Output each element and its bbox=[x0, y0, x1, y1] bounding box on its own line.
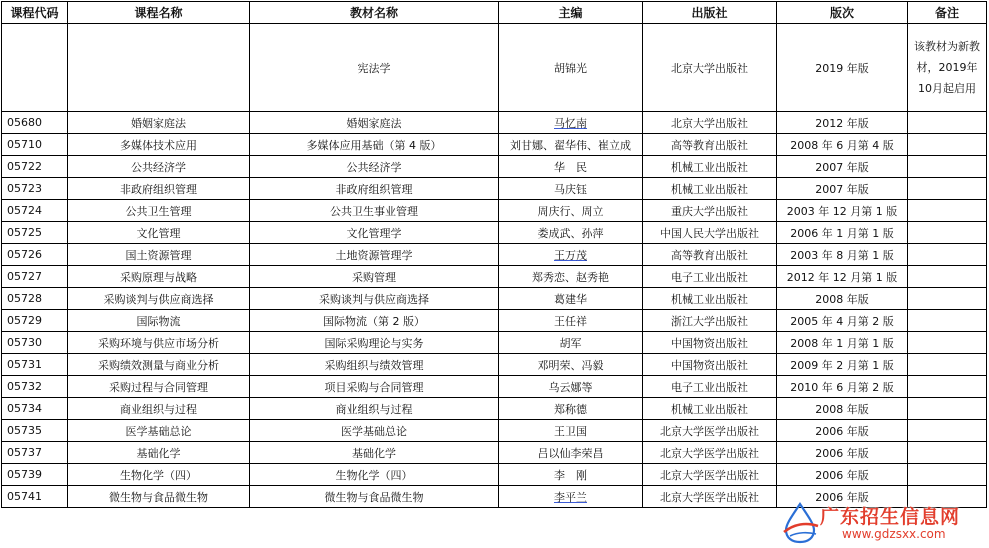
cell-edition: 2003 年 8 月第 1 版 bbox=[777, 244, 908, 266]
table-row bbox=[2, 310, 987, 332]
header-edition: 版次 bbox=[777, 2, 908, 24]
table-row bbox=[2, 112, 987, 134]
cell-textbook-name: 采购组织与绩效管理 bbox=[250, 354, 499, 376]
table-row bbox=[2, 222, 987, 244]
cell-textbook-name: 非政府组织管理 bbox=[250, 178, 499, 200]
cell-publisher: 北京大学出版社 bbox=[643, 24, 777, 112]
cell-textbook-name: 多媒体应用基础（第 4 版） bbox=[250, 134, 499, 156]
cell-editor: 刘甘娜、翟华伟、崔立成 bbox=[499, 134, 643, 156]
cell-publisher: 机械工业出版社 bbox=[643, 156, 777, 178]
cell-publisher: 高等教育出版社 bbox=[643, 244, 777, 266]
cell-remark bbox=[908, 112, 987, 134]
cell-remark: 该教材为新教材，2019年10月起启用 bbox=[908, 24, 987, 112]
cell-remark bbox=[908, 134, 987, 156]
cell-course-name: 公共卫生管理 bbox=[68, 200, 250, 222]
cell-remark bbox=[908, 200, 987, 222]
table-row bbox=[2, 420, 987, 442]
cell-course-code: 05726 bbox=[2, 244, 68, 266]
cell-edition: 2007 年版 bbox=[777, 156, 908, 178]
cell-edition: 2019 年版 bbox=[777, 24, 908, 112]
cell-publisher: 北京大学医学出版社 bbox=[643, 420, 777, 442]
cell-publisher: 北京大学医学出版社 bbox=[643, 464, 777, 486]
cell-course-name: 微生物与食品微生物 bbox=[68, 486, 250, 508]
header-editor: 主编 bbox=[499, 2, 643, 24]
table-row bbox=[2, 354, 987, 376]
cell-remark bbox=[908, 332, 987, 354]
cell-textbook-name: 商业组织与过程 bbox=[250, 398, 499, 420]
cell-editor: 邓明荣、冯毅 bbox=[499, 354, 643, 376]
cell-edition: 2008 年 6 月第 4 版 bbox=[777, 134, 908, 156]
cell-textbook-name: 微生物与食品微生物 bbox=[250, 486, 499, 508]
cell-remark bbox=[908, 156, 987, 178]
cell-editor bbox=[499, 486, 643, 508]
cell-course-code: 05735 bbox=[2, 420, 68, 442]
editor-name: 王万茂 bbox=[554, 248, 587, 262]
cell-textbook-name: 国际采购理论与实务 bbox=[250, 332, 499, 354]
cell-course-code: 05731 bbox=[2, 354, 68, 376]
cell-course-code bbox=[2, 24, 68, 112]
header-publisher: 出版社 bbox=[643, 2, 777, 24]
cell-editor: 娄成武、孙萍 bbox=[499, 222, 643, 244]
header-remark: 备注 bbox=[908, 2, 987, 24]
cell-course-name: 商业组织与过程 bbox=[68, 398, 250, 420]
cell-textbook-name: 医学基础总论 bbox=[250, 420, 499, 442]
header-textbook-name: 教材名称 bbox=[250, 2, 499, 24]
table-row bbox=[2, 398, 987, 420]
cell-edition: 2008 年版 bbox=[777, 398, 908, 420]
cell-textbook-name: 项目采购与合同管理 bbox=[250, 376, 499, 398]
cell-edition: 2006 年版 bbox=[777, 486, 908, 508]
cell-course-code: 05729 bbox=[2, 310, 68, 332]
cell-course-code: 05741 bbox=[2, 486, 68, 508]
cell-remark bbox=[908, 222, 987, 244]
cell-publisher: 浙江大学出版社 bbox=[643, 310, 777, 332]
cell-course-name: 采购绩效测量与商业分析 bbox=[68, 354, 250, 376]
cell-edition: 2008 年版 bbox=[777, 288, 908, 310]
cell-textbook-name: 基础化学 bbox=[250, 442, 499, 464]
cell-edition: 2007 年版 bbox=[777, 178, 908, 200]
cell-editor: 乌云娜等 bbox=[499, 376, 643, 398]
cell-course-code: 05724 bbox=[2, 200, 68, 222]
cell-remark bbox=[908, 376, 987, 398]
table-row bbox=[2, 178, 987, 200]
cell-course-code: 05737 bbox=[2, 442, 68, 464]
table-row bbox=[2, 156, 987, 178]
cell-remark bbox=[908, 266, 987, 288]
cell-editor: 周庆行、周立 bbox=[499, 200, 643, 222]
cell-editor: 葛建华 bbox=[499, 288, 643, 310]
table-row bbox=[2, 24, 987, 112]
table-row bbox=[2, 442, 987, 464]
cell-edition: 2006 年版 bbox=[777, 442, 908, 464]
cell-remark bbox=[908, 354, 987, 376]
cell-remark bbox=[908, 442, 987, 464]
cell-editor: 马庆钰 bbox=[499, 178, 643, 200]
cell-course-name: 采购环境与供应市场分析 bbox=[68, 332, 250, 354]
cell-edition: 2010 年 6 月第 2 版 bbox=[777, 376, 908, 398]
cell-edition: 2009 年 2 月第 1 版 bbox=[777, 354, 908, 376]
cell-course-name: 采购原理与战略 bbox=[68, 266, 250, 288]
cell-publisher: 机械工业出版社 bbox=[643, 178, 777, 200]
cell-textbook-name: 宪法学 bbox=[250, 24, 499, 112]
cell-course-name: 生物化学（四） bbox=[68, 464, 250, 486]
editor-name: 李平兰 bbox=[554, 490, 587, 504]
cell-edition: 2008 年 1 月第 1 版 bbox=[777, 332, 908, 354]
table-row bbox=[2, 266, 987, 288]
cell-course-name: 婚姻家庭法 bbox=[68, 112, 250, 134]
cell-textbook-name: 婚姻家庭法 bbox=[250, 112, 499, 134]
header-course-code: 课程代码 bbox=[2, 2, 68, 24]
cell-course-code: 05732 bbox=[2, 376, 68, 398]
cell-publisher: 中国物资出版社 bbox=[643, 332, 777, 354]
cell-textbook-name: 文化管理学 bbox=[250, 222, 499, 244]
watermark-url: www.gdzsxx.com bbox=[842, 527, 946, 541]
cell-remark bbox=[908, 420, 987, 442]
cell-course-name: 国际物流 bbox=[68, 310, 250, 332]
cell-edition: 2003 年 12 月第 1 版 bbox=[777, 200, 908, 222]
cell-textbook-name: 生物化学（四） bbox=[250, 464, 499, 486]
cell-publisher: 机械工业出版社 bbox=[643, 288, 777, 310]
watermark-title: 广东招生信息网 bbox=[820, 506, 961, 528]
cell-course-name: 基础化学 bbox=[68, 442, 250, 464]
cell-edition: 2012 年 12 月第 1 版 bbox=[777, 266, 908, 288]
cell-publisher: 北京大学出版社 bbox=[643, 112, 777, 134]
textbook-table bbox=[1, 1, 987, 508]
watermark bbox=[780, 500, 985, 546]
cell-editor bbox=[499, 244, 643, 266]
cell-edition: 2006 年 1 月第 1 版 bbox=[777, 222, 908, 244]
cell-course-code: 05730 bbox=[2, 332, 68, 354]
cell-textbook-name: 公共卫生事业管理 bbox=[250, 200, 499, 222]
cell-course-code: 05728 bbox=[2, 288, 68, 310]
cell-edition: 2012 年版 bbox=[777, 112, 908, 134]
cell-editor: 胡军 bbox=[499, 332, 643, 354]
cell-editor: 胡锦光 bbox=[499, 24, 643, 112]
cell-course-name: 非政府组织管理 bbox=[68, 178, 250, 200]
cell-course-code: 05723 bbox=[2, 178, 68, 200]
table-row bbox=[2, 288, 987, 310]
cell-publisher: 机械工业出版社 bbox=[643, 398, 777, 420]
cell-course-code: 05734 bbox=[2, 398, 68, 420]
cell-edition: 2005 年 4 月第 2 版 bbox=[777, 310, 908, 332]
table-row bbox=[2, 464, 987, 486]
cell-editor: 郑称德 bbox=[499, 398, 643, 420]
cell-remark bbox=[908, 178, 987, 200]
cell-editor: 郑秀恋、赵秀艳 bbox=[499, 266, 643, 288]
editor-name: 马忆南 bbox=[554, 116, 587, 130]
cell-course-code: 05722 bbox=[2, 156, 68, 178]
cell-course-code: 05727 bbox=[2, 266, 68, 288]
table-row bbox=[2, 134, 987, 156]
swoosh-logo-icon bbox=[780, 502, 820, 544]
cell-editor bbox=[499, 112, 643, 134]
table-row bbox=[2, 244, 987, 266]
cell-publisher: 重庆大学出版社 bbox=[643, 200, 777, 222]
cell-publisher: 中国人民大学出版社 bbox=[643, 222, 777, 244]
cell-editor: 华 民 bbox=[499, 156, 643, 178]
cell-remark bbox=[908, 464, 987, 486]
table-row bbox=[2, 332, 987, 354]
cell-course-code: 05680 bbox=[2, 112, 68, 134]
table-row bbox=[2, 200, 987, 222]
cell-course-name: 国土资源管理 bbox=[68, 244, 250, 266]
header-row bbox=[2, 2, 987, 24]
cell-textbook-name: 国际物流（第 2 版） bbox=[250, 310, 499, 332]
cell-course-name: 文化管理 bbox=[68, 222, 250, 244]
cell-course-name bbox=[68, 24, 250, 112]
cell-course-name: 采购过程与合同管理 bbox=[68, 376, 250, 398]
cell-publisher: 电子工业出版社 bbox=[643, 376, 777, 398]
cell-textbook-name: 土地资源管理学 bbox=[250, 244, 499, 266]
table-row bbox=[2, 376, 987, 398]
cell-remark bbox=[908, 398, 987, 420]
cell-course-code: 05739 bbox=[2, 464, 68, 486]
cell-remark bbox=[908, 288, 987, 310]
cell-edition: 2006 年版 bbox=[777, 464, 908, 486]
cell-editor: 吕以仙李荣昌 bbox=[499, 442, 643, 464]
cell-course-name: 公共经济学 bbox=[68, 156, 250, 178]
cell-course-name: 医学基础总论 bbox=[68, 420, 250, 442]
cell-editor: 王卫国 bbox=[499, 420, 643, 442]
cell-publisher: 中国物资出版社 bbox=[643, 354, 777, 376]
cell-textbook-name: 采购管理 bbox=[250, 266, 499, 288]
cell-course-name: 多媒体技术应用 bbox=[68, 134, 250, 156]
cell-editor: 王任祥 bbox=[499, 310, 643, 332]
cell-remark bbox=[908, 310, 987, 332]
cell-publisher: 电子工业出版社 bbox=[643, 266, 777, 288]
cell-course-name: 采购谈判与供应商选择 bbox=[68, 288, 250, 310]
cell-publisher: 北京大学医学出版社 bbox=[643, 442, 777, 464]
cell-editor: 李 刚 bbox=[499, 464, 643, 486]
cell-textbook-name: 采购谈判与供应商选择 bbox=[250, 288, 499, 310]
cell-publisher: 高等教育出版社 bbox=[643, 134, 777, 156]
cell-course-code: 05710 bbox=[2, 134, 68, 156]
cell-remark bbox=[908, 244, 987, 266]
cell-edition: 2006 年版 bbox=[777, 420, 908, 442]
header-course-name: 课程名称 bbox=[68, 2, 250, 24]
cell-course-code: 05725 bbox=[2, 222, 68, 244]
cell-publisher: 北京大学医学出版社 bbox=[643, 486, 777, 508]
cell-textbook-name: 公共经济学 bbox=[250, 156, 499, 178]
